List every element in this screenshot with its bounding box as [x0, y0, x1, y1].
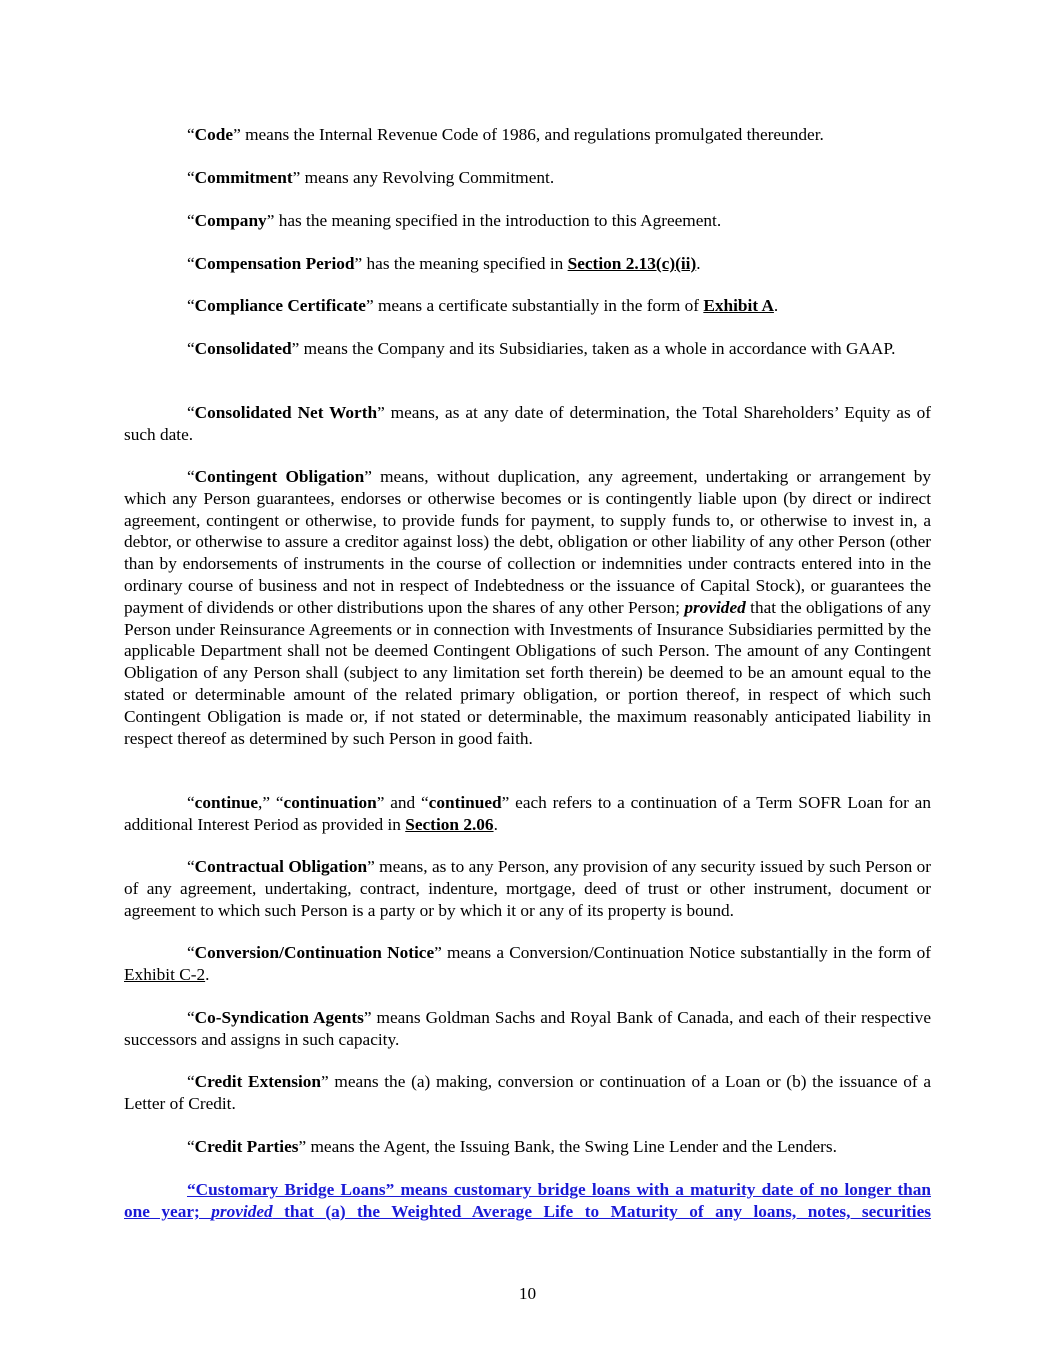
definition-conversion-continuation-notice: “Conversion/Continuation Notice” means a Conversion/Continuation Notice substantially in the form of Exhibit C-2.	[124, 943, 931, 984]
defined-term: continue	[194, 793, 259, 812]
inserted-text: that (a) the Weighted Average Life to Maturity of any loans, notes, securities	[272, 1201, 931, 1221]
definition-co-syndication-agents: “Co-Syndication Agents” means Goldman Sachs and Royal Bank of Canada, and each of their respective successors and assigns in such capacity.	[124, 1008, 931, 1049]
section-reference[interactable]: Section 2.06	[405, 814, 494, 834]
definition-consolidated: “Consolidated” means the Company and its Subsidiaries, taken as a whole in accordance with GAAP.	[187, 339, 896, 358]
definition-compensation-period: “Compensation Period” has the meaning specified in Section 2.13(c)(ii).	[187, 254, 701, 273]
defined-term: Contractual Obligation	[194, 857, 368, 876]
page-number: 10	[518, 1284, 537, 1303]
defined-term: Consolidated	[194, 339, 292, 358]
defined-term: Compensation Period	[194, 254, 355, 273]
definition-credit-parties: “Credit Parties” means the Agent, the Issuing Bank, the Swing Line Lender and the Lenders.	[187, 1137, 837, 1156]
exhibit-reference[interactable]: Exhibit A	[703, 296, 774, 315]
defined-term: Consolidated Net Worth	[194, 403, 378, 422]
inserted-text: “Customary Bridge Loans” means customary bridge loans with a maturity date of no longer than one year;	[124, 1180, 931, 1221]
defined-term: continued	[428, 793, 502, 812]
definition-consolidated-net-worth: “Consolidated Net Worth” means, as at any date of determination, the Total Shareholders’ Equity as of such date.	[124, 403, 931, 444]
defined-term: Contingent Obligation	[194, 467, 365, 486]
proviso-term: provided	[684, 597, 746, 617]
section-reference[interactable]: Section 2.13(c)(ii)	[567, 254, 697, 273]
proviso-term: provided	[211, 1201, 273, 1221]
definition-continue: “continue,” “continuation” and “continued” each refers to a continuation of a Term SOFR Loan for an additional Interest Period as provided in Section 2.06.	[124, 793, 931, 834]
definition-compliance-certificate: “Compliance Certificate” means a certificate substantially in the form of Exhibit A.	[187, 296, 779, 315]
exhibit-reference[interactable]: Exhibit C-2	[124, 964, 206, 984]
definition-code: “Code” means the Internal Revenue Code of 1986, and regulations promulgated thereunder.	[187, 125, 824, 144]
definition-credit-extension: “Credit Extension” means the (a) making, conversion or continuation of a Loan or (b) the issuance of a Letter of Credit.	[124, 1072, 931, 1113]
defined-term: Credit Extension	[194, 1072, 322, 1091]
definition-company: “Company” has the meaning specified in the introduction to this Agreement.	[187, 211, 722, 230]
defined-term: Co-Syndication Agents	[194, 1008, 364, 1027]
defined-term: Code	[194, 125, 234, 144]
defined-term: Conversion/Continuation Notice	[194, 943, 435, 962]
definition-contingent-obligation: “Contingent Obligation” means, without duplication, any agreement, undertaking or arrangement by which any Person guarantees, endorses or otherwise becomes or is contingently liable upon (by direct or indirect agreement, contingent or otherwise, to provide funds for payment, to supply funds to, or otherwise to invest in, a debtor, or otherwise to assure a creditor against loss) the debt, obligation or other liability of any other Person (other than by endorsements of instruments in the course of collection or indemnities under contracts entered into in the ordinary course of business and not in respect of Indebtedness or the issuance of Capital Stock), or guarantees the payment of dividends or other distributions upon the shares of any other Person; provided that the obligations of any Person under Reinsurance Agreements or in connection with Investments of Insurance Subsidiaries permitted by the applicable Department shall not be deemed Contingent Obligations of such Person. The amount of any Contingent Obligation of any Person shall (subject to any limitation set forth therein) be deemed to be an amount equal to the stated or determinable amount of the related primary obligation, or portion thereof, in respect of which such Contingent Obligation is made or, if not stated or determinable, the maximum reasonably anticipated liability in respect thereof as determined by such Person in good faith.	[124, 467, 931, 748]
definition-customary-bridge-loans	[124, 1179, 931, 1223]
defined-term: Company	[194, 211, 267, 230]
defined-term: Commitment	[194, 168, 293, 187]
definition-contractual-obligation: “Contractual Obligation” means, as to any Person, any provision of any security issued by such Person or of any agreement, undertaking, contract, indenture, mortgage, deed of trust or other instrument, document or agreement to which such Person is a party or by which it or any of its property is bound.	[124, 857, 931, 920]
defined-term: Credit Parties	[194, 1137, 299, 1156]
defined-term: Compliance Certificate	[194, 296, 366, 315]
defined-term: continuation	[283, 793, 377, 812]
definition-commitment: “Commitment” means any Revolving Commitment.	[187, 168, 555, 187]
